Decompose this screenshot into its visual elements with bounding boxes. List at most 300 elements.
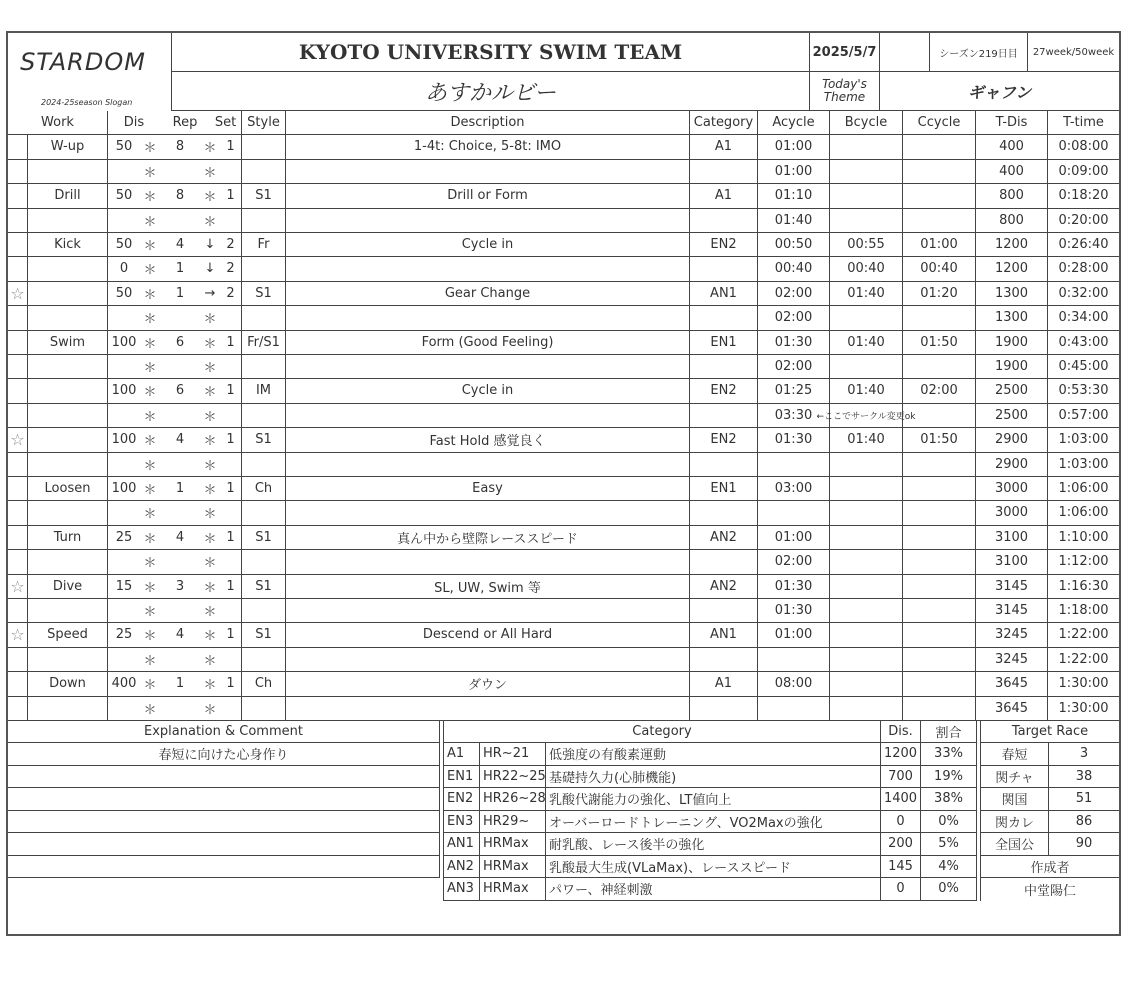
row-4-mark <box>8 208 28 233</box>
row-23-work: Down <box>28 672 108 697</box>
row-13-bcycle: 01:40 <box>830 428 903 453</box>
row-14-op1: ＊ <box>140 452 160 477</box>
row-13-op1: ＊ <box>140 428 160 453</box>
row-11-description: Cycle in <box>286 379 690 404</box>
row-17-ttime: 1:10:00 <box>1048 525 1119 550</box>
target-race-name: 関カレ <box>981 811 1049 834</box>
row-4-style <box>242 208 286 233</box>
row-18-tdis: 3100 <box>976 550 1048 575</box>
row-17-dis: 25 <box>108 525 140 550</box>
row-23-description: ダウン <box>286 672 690 697</box>
row-15-style: Ch <box>242 477 286 502</box>
row-3-style: S1 <box>242 184 286 209</box>
row-9-bcycle: 01:40 <box>830 330 903 355</box>
row-24-rep <box>160 696 200 721</box>
row-1-tdis: 400 <box>976 135 1048 160</box>
row-17-bcycle <box>830 525 903 550</box>
row-3-mark <box>8 184 28 209</box>
row-16-ttime: 1:06:00 <box>1048 501 1119 526</box>
row-6-dis: 0 <box>108 257 140 282</box>
row-22-tdis: 3245 <box>976 647 1048 672</box>
row-12-op1: ＊ <box>140 403 160 428</box>
row-21-description: Descend or All Hard <box>286 623 690 648</box>
row-24-op2: ＊ <box>200 696 220 721</box>
row-6-mark <box>8 257 28 282</box>
category-ratio: 4% <box>921 856 977 879</box>
row-20-rep <box>160 599 200 624</box>
row-11-tdis: 2500 <box>976 379 1048 404</box>
row-17-style: S1 <box>242 525 286 550</box>
row-8-op1: ＊ <box>140 306 160 331</box>
row-23-ccycle <box>903 672 976 697</box>
row-7-tdis: 1300 <box>976 281 1048 306</box>
row-22-ccycle <box>903 647 976 672</box>
row-13-op2: ＊ <box>200 428 220 453</box>
season-day: シーズン219日目 <box>930 33 1028 72</box>
row-9-set: 1 <box>220 330 242 355</box>
category-hr: HR~21 <box>480 743 546 766</box>
row-15-bcycle <box>830 477 903 502</box>
category-hr: HRMax <box>480 833 546 856</box>
row-23-set: 1 <box>220 672 242 697</box>
row-12-acycle: 03:30 <box>758 403 830 428</box>
row-9-op2: ＊ <box>200 330 220 355</box>
row-21-work: Speed <box>28 623 108 648</box>
row-8-set <box>220 306 242 331</box>
row-24-set <box>220 696 242 721</box>
row-18-mark <box>8 550 28 575</box>
target-race-value: 51 <box>1049 788 1119 811</box>
col-style: Style <box>242 111 286 135</box>
col-work: Work <box>8 111 108 135</box>
category-ratio-label: 割合 <box>921 721 977 744</box>
row-6-op2: ↓ <box>200 257 220 282</box>
col-description: Description <box>286 111 690 135</box>
row-4-work <box>28 208 108 233</box>
row-3-op1: ＊ <box>140 184 160 209</box>
row-21-ccycle <box>903 623 976 648</box>
team-title: KYOTO UNIVERSITY SWIM TEAM <box>172 33 810 72</box>
row-2-set <box>220 159 242 184</box>
row-13-category: EN2 <box>690 428 758 453</box>
row-14-acycle <box>758 452 830 477</box>
row-1-bcycle <box>830 135 903 160</box>
row-20-op1: ＊ <box>140 599 160 624</box>
row-16-mark <box>8 501 28 526</box>
menu-subtitle: あすかルビー <box>172 72 810 111</box>
target-race-title: Target Race <box>981 721 1119 744</box>
row-22-style <box>242 647 286 672</box>
row-14-mark <box>8 452 28 477</box>
row-23-style: Ch <box>242 672 286 697</box>
row-14-set <box>220 452 242 477</box>
row-13-set: 1 <box>220 428 242 453</box>
row-17-op1: ＊ <box>140 525 160 550</box>
row-22-work <box>28 647 108 672</box>
row-11-category: EN2 <box>690 379 758 404</box>
row-19-bcycle <box>830 574 903 599</box>
target-race-value: 38 <box>1049 766 1119 789</box>
row-2-mark <box>8 159 28 184</box>
target-race-name: 関チャ <box>981 766 1049 789</box>
row-5-category: EN2 <box>690 233 758 258</box>
row-3-op2: ＊ <box>200 184 220 209</box>
category-desc: 基礎持久力(心肺機能) <box>546 766 881 789</box>
row-20-ccycle <box>903 599 976 624</box>
row-20-description <box>286 599 690 624</box>
row-14-rep <box>160 452 200 477</box>
row-20-mark <box>8 599 28 624</box>
row-16-category <box>690 501 758 526</box>
row-23-rep: 1 <box>160 672 200 697</box>
row-13-rep: 4 <box>160 428 200 453</box>
row-11-work <box>28 379 108 404</box>
category-desc: オーバーロードトレーニング、VO2Maxの強化 <box>546 811 881 834</box>
row-15-category: EN1 <box>690 477 758 502</box>
row-15-op1: ＊ <box>140 477 160 502</box>
row-16-set <box>220 501 242 526</box>
row-5-work: Kick <box>28 233 108 258</box>
row-21-op2: ＊ <box>200 623 220 648</box>
row-8-work <box>28 306 108 331</box>
week-counter: 27week/50week <box>1028 33 1119 72</box>
category-desc: 耐乳酸、レース後半の強化 <box>546 833 881 856</box>
category-hr: HRMax <box>480 856 546 879</box>
row-12-work <box>28 403 108 428</box>
row-21-ttime: 1:22:00 <box>1048 623 1119 648</box>
row-13-tdis: 2900 <box>976 428 1048 453</box>
row-7-op1: ＊ <box>140 281 160 306</box>
row-18-set <box>220 550 242 575</box>
category-code: AN2 <box>444 856 480 879</box>
category-hr: HR26~28 <box>480 788 546 811</box>
row-18-bcycle <box>830 550 903 575</box>
row-2-ccycle <box>903 159 976 184</box>
explanation-line-3 <box>8 788 440 811</box>
row-24-acycle <box>758 696 830 721</box>
row-9-style: Fr/S1 <box>242 330 286 355</box>
row-1-category: A1 <box>690 135 758 160</box>
row-5-op2: ↓ <box>200 233 220 258</box>
row-2-category <box>690 159 758 184</box>
row-7-rep: 1 <box>160 281 200 306</box>
row-7-mark: ☆ <box>8 281 28 306</box>
row-5-ttime: 0:26:40 <box>1048 233 1119 258</box>
category-dis: 200 <box>881 833 921 856</box>
row-20-category <box>690 599 758 624</box>
category-code: AN3 <box>444 878 480 901</box>
row-18-op2: ＊ <box>200 550 220 575</box>
row-6-style <box>242 257 286 282</box>
row-18-ttime: 1:12:00 <box>1048 550 1119 575</box>
row-3-dis: 50 <box>108 184 140 209</box>
row-13-style: S1 <box>242 428 286 453</box>
target-race-name: 春短 <box>981 743 1049 766</box>
row-10-acycle: 02:00 <box>758 355 830 380</box>
row-24-mark <box>8 696 28 721</box>
row-7-category: AN1 <box>690 281 758 306</box>
row-9-category: EN1 <box>690 330 758 355</box>
row-7-ccycle: 01:20 <box>903 281 976 306</box>
row-24-dis <box>108 696 140 721</box>
col-ccycle: Ccycle <box>903 111 976 135</box>
col-acycle: Acycle <box>758 111 830 135</box>
row-5-tdis: 1200 <box>976 233 1048 258</box>
row-18-description <box>286 550 690 575</box>
theme-label: Today's Theme <box>810 72 880 111</box>
row-8-rep <box>160 306 200 331</box>
row-19-dis: 15 <box>108 574 140 599</box>
row-16-acycle <box>758 501 830 526</box>
row-23-tdis: 3645 <box>976 672 1048 697</box>
category-dis: 700 <box>881 766 921 789</box>
row-17-acycle: 01:00 <box>758 525 830 550</box>
row-15-rep: 1 <box>160 477 200 502</box>
row-24-work <box>28 696 108 721</box>
row-24-op1: ＊ <box>140 696 160 721</box>
row-14-ccycle <box>903 452 976 477</box>
row-22-op1: ＊ <box>140 647 160 672</box>
row-1-rep: 8 <box>160 135 200 160</box>
row-24-description <box>286 696 690 721</box>
row-1-style <box>242 135 286 160</box>
row-18-dis <box>108 550 140 575</box>
row-16-tdis: 3000 <box>976 501 1048 526</box>
row-20-style <box>242 599 286 624</box>
row-19-rep: 3 <box>160 574 200 599</box>
row-20-acycle: 01:30 <box>758 599 830 624</box>
row-5-dis: 50 <box>108 233 140 258</box>
row-6-tdis: 1200 <box>976 257 1048 282</box>
row-9-acycle: 01:30 <box>758 330 830 355</box>
row-9-work: Swim <box>28 330 108 355</box>
category-title: Category <box>444 721 881 744</box>
category-dis: 1200 <box>881 743 921 766</box>
row-22-op2: ＊ <box>200 647 220 672</box>
row-20-set <box>220 599 242 624</box>
spacer <box>880 33 930 72</box>
row-8-acycle: 02:00 <box>758 306 830 331</box>
category-code: A1 <box>444 743 480 766</box>
row-24-bcycle <box>830 696 903 721</box>
row-23-bcycle <box>830 672 903 697</box>
row-20-bcycle <box>830 599 903 624</box>
row-15-ccycle <box>903 477 976 502</box>
row-3-bcycle <box>830 184 903 209</box>
col-tdis: T-Dis <box>976 111 1048 135</box>
row-3-category: A1 <box>690 184 758 209</box>
row-19-acycle: 01:30 <box>758 574 830 599</box>
category-code: AN1 <box>444 833 480 856</box>
row-14-style <box>242 452 286 477</box>
row-21-rep: 4 <box>160 623 200 648</box>
row-24-ttime: 1:30:00 <box>1048 696 1119 721</box>
explanation-line-6 <box>8 856 440 879</box>
row-4-tdis: 800 <box>976 208 1048 233</box>
row-16-bcycle <box>830 501 903 526</box>
row-19-mark: ☆ <box>8 574 28 599</box>
category-dis: 1400 <box>881 788 921 811</box>
row-1-ccycle <box>903 135 976 160</box>
row-10-style <box>242 355 286 380</box>
row-3-set: 1 <box>220 184 242 209</box>
row-8-tdis: 1300 <box>976 306 1048 331</box>
row-11-ccycle: 02:00 <box>903 379 976 404</box>
row-11-op1: ＊ <box>140 379 160 404</box>
row-5-rep: 4 <box>160 233 200 258</box>
row-1-dis: 50 <box>108 135 140 160</box>
row-13-work <box>28 428 108 453</box>
row-17-set: 1 <box>220 525 242 550</box>
row-22-acycle <box>758 647 830 672</box>
row-8-op2: ＊ <box>200 306 220 331</box>
row-11-ttime: 0:53:30 <box>1048 379 1119 404</box>
row-4-ttime: 0:20:00 <box>1048 208 1119 233</box>
row-8-ccycle <box>903 306 976 331</box>
row-15-dis: 100 <box>108 477 140 502</box>
row-21-style: S1 <box>242 623 286 648</box>
row-5-bcycle: 00:55 <box>830 233 903 258</box>
row-21-dis: 25 <box>108 623 140 648</box>
row-16-dis <box>108 501 140 526</box>
row-6-rep: 1 <box>160 257 200 282</box>
row-12-set <box>220 403 242 428</box>
row-21-bcycle <box>830 623 903 648</box>
target-race-name: 関国 <box>981 788 1049 811</box>
row-11-style: IM <box>242 379 286 404</box>
row-23-category: A1 <box>690 672 758 697</box>
row-11-mark <box>8 379 28 404</box>
row-22-category <box>690 647 758 672</box>
row-13-acycle: 01:30 <box>758 428 830 453</box>
row-7-style: S1 <box>242 281 286 306</box>
row-15-acycle: 03:00 <box>758 477 830 502</box>
row-6-bcycle: 00:40 <box>830 257 903 282</box>
row-7-ttime: 0:32:00 <box>1048 281 1119 306</box>
row-2-acycle: 01:00 <box>758 159 830 184</box>
row-8-bcycle <box>830 306 903 331</box>
category-code: EN3 <box>444 811 480 834</box>
row-13-dis: 100 <box>108 428 140 453</box>
row-16-rep <box>160 501 200 526</box>
row-3-description: Drill or Form <box>286 184 690 209</box>
category-dis-label: Dis. <box>881 721 921 744</box>
row-18-acycle: 02:00 <box>758 550 830 575</box>
row-4-op2: ＊ <box>200 208 220 233</box>
row-1-mark <box>8 135 28 160</box>
row-7-work <box>28 281 108 306</box>
row-12-ttime: 0:57:00 <box>1048 403 1119 428</box>
row-1-set: 1 <box>220 135 242 160</box>
category-dis: 0 <box>881 878 921 901</box>
category-desc: パワー、神経刺激 <box>546 878 881 901</box>
category-dis: 0 <box>881 811 921 834</box>
row-10-set <box>220 355 242 380</box>
row-18-category <box>690 550 758 575</box>
row-6-acycle: 00:40 <box>758 257 830 282</box>
row-17-work: Turn <box>28 525 108 550</box>
row-14-ttime: 1:03:00 <box>1048 452 1119 477</box>
row-12-dis <box>108 403 140 428</box>
row-24-style <box>242 696 286 721</box>
row-14-dis <box>108 452 140 477</box>
row-11-set: 1 <box>220 379 242 404</box>
row-16-work <box>28 501 108 526</box>
row-1-op2: ＊ <box>200 135 220 160</box>
row-18-op1: ＊ <box>140 550 160 575</box>
row-4-category <box>690 208 758 233</box>
row-7-dis: 50 <box>108 281 140 306</box>
row-15-ttime: 1:06:00 <box>1048 477 1119 502</box>
row-10-work <box>28 355 108 380</box>
category-ratio: 38% <box>921 788 977 811</box>
row-8-ttime: 0:34:00 <box>1048 306 1119 331</box>
row-23-op2: ＊ <box>200 672 220 697</box>
row-17-category: AN2 <box>690 525 758 550</box>
row-1-description: 1-4t: Choice, 5-8t: IMO <box>286 135 690 160</box>
row-10-ttime: 0:45:00 <box>1048 355 1119 380</box>
target-race-value: 3 <box>1049 743 1119 766</box>
row-22-description <box>286 647 690 672</box>
row-15-tdis: 3000 <box>976 477 1048 502</box>
row-18-rep <box>160 550 200 575</box>
row-6-ccycle: 00:40 <box>903 257 976 282</box>
row-3-acycle: 01:10 <box>758 184 830 209</box>
row-8-category <box>690 306 758 331</box>
row-19-style: S1 <box>242 574 286 599</box>
row-15-op2: ＊ <box>200 477 220 502</box>
row-2-op2: ＊ <box>200 159 220 184</box>
row-4-dis <box>108 208 140 233</box>
target-race-value: 90 <box>1049 833 1119 856</box>
row-10-ccycle <box>903 355 976 380</box>
row-12-category <box>690 403 758 428</box>
row-20-dis <box>108 599 140 624</box>
row-13-mark: ☆ <box>8 428 28 453</box>
row-1-work: W-up <box>28 135 108 160</box>
row-23-acycle: 08:00 <box>758 672 830 697</box>
col-rep: Rep <box>160 111 210 135</box>
row-22-rep <box>160 647 200 672</box>
brand-title: STARDOM <box>20 48 146 76</box>
row-14-work <box>28 452 108 477</box>
author-label: 作成者 <box>981 856 1119 879</box>
row-14-description <box>286 452 690 477</box>
row-7-bcycle: 01:40 <box>830 281 903 306</box>
row-5-mark <box>8 233 28 258</box>
col-ttime: T-time <box>1048 111 1119 135</box>
row-2-tdis: 400 <box>976 159 1048 184</box>
row-21-tdis: 3245 <box>976 623 1048 648</box>
row-22-bcycle <box>830 647 903 672</box>
author: 中堂陽仁 <box>1023 883 1076 899</box>
row-10-op1: ＊ <box>140 355 160 380</box>
row-23-ttime: 1:30:00 <box>1048 672 1119 697</box>
row-10-tdis: 1900 <box>976 355 1048 380</box>
category-code: EN1 <box>444 766 480 789</box>
row-9-tdis: 1900 <box>976 330 1048 355</box>
row-14-bcycle <box>830 452 903 477</box>
row-9-ttime: 0:43:00 <box>1048 330 1119 355</box>
row-16-style <box>242 501 286 526</box>
category-ratio: 0% <box>921 878 977 901</box>
row-5-set: 2 <box>220 233 242 258</box>
row-11-dis: 100 <box>108 379 140 404</box>
row-11-op2: ＊ <box>200 379 220 404</box>
row-13-ccycle: 01:50 <box>903 428 976 453</box>
row-4-ccycle <box>903 208 976 233</box>
row-1-op1: ＊ <box>140 135 160 160</box>
